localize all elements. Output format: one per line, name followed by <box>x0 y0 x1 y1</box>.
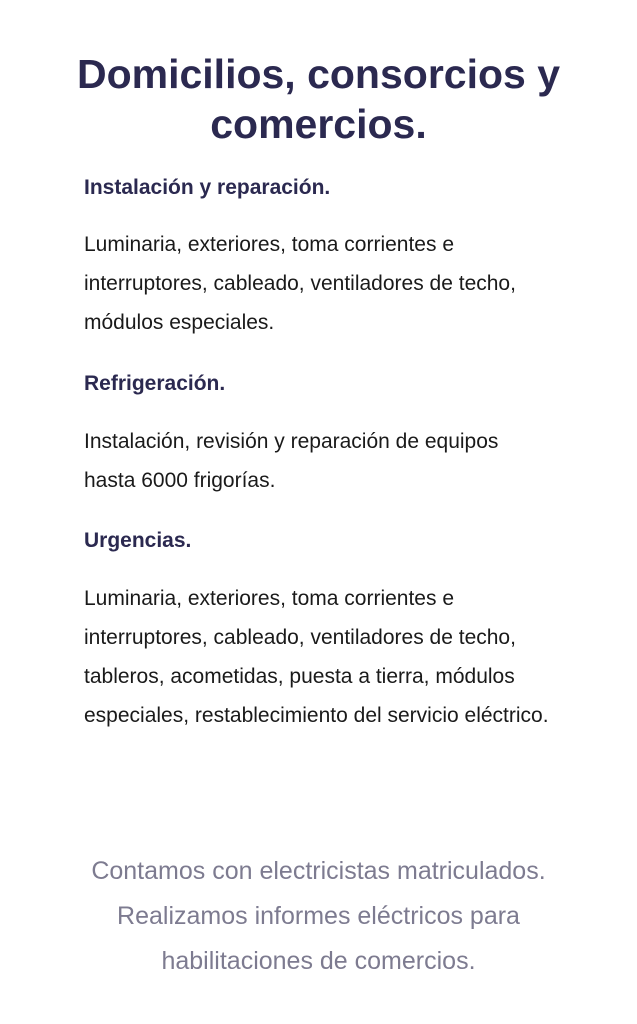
footer-note: Contamos con electricistas matriculados. Realizamos informes eléctricos para habilitaciones de comercios. <box>91 857 546 975</box>
section-heading: Instalación y reparación. <box>84 176 331 199</box>
section-heading: Refrigeración. <box>84 372 226 395</box>
section-body: Luminaria, exteriores, toma corrientes e interruptores, cableado, ventiladores de techo, tableros, acometidas, puesta a tierra, módulos especiales, restablecimiento del servicio eléctrico. <box>84 587 549 727</box>
section-heading: Urgencias. <box>84 529 192 552</box>
section-body: Instalación, revisión y reparación de equipos hasta 6000 frigorías. <box>84 430 499 492</box>
section-body: Luminaria, exteriores, toma corrientes e interruptores, cableado, ventiladores de techo, módulos especiales. <box>84 233 516 334</box>
page-title: Domicilios, consorcios y comercios. <box>76 51 561 148</box>
